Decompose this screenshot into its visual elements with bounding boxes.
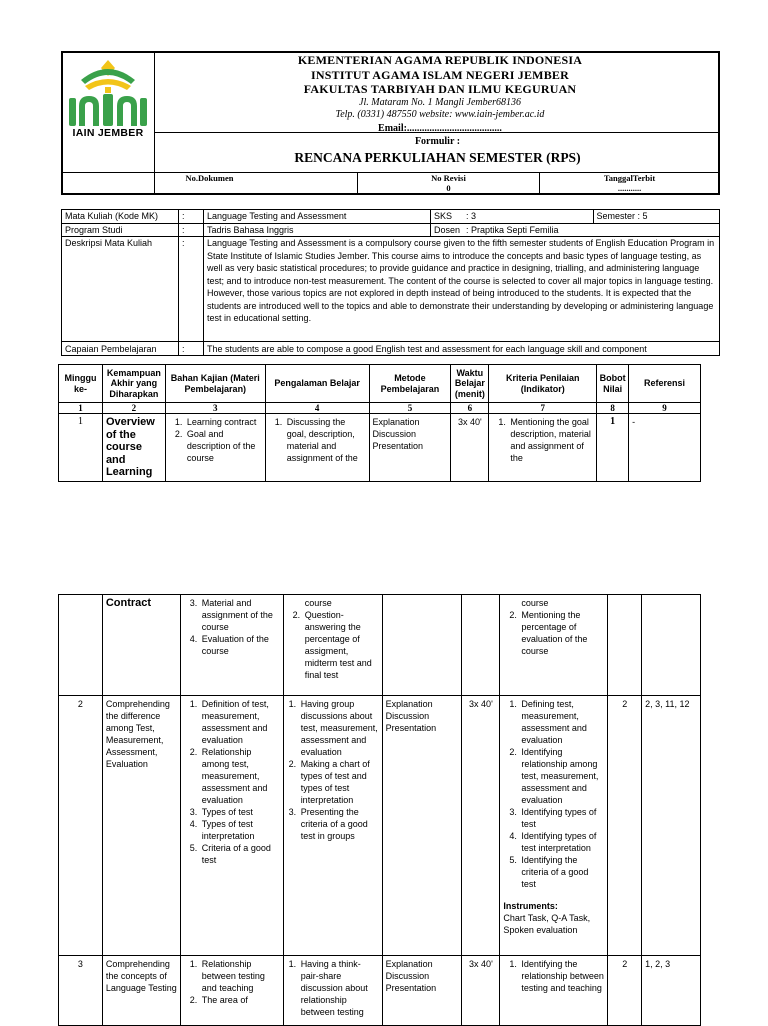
sks-value: : 3 bbox=[463, 210, 593, 224]
reference-cell bbox=[642, 595, 701, 696]
material-item: 1. Relationship between testing and teaching bbox=[200, 958, 280, 994]
weight-cell: 2 bbox=[608, 956, 642, 1026]
material-item: 2. Goal and description of the course bbox=[185, 428, 262, 464]
weight-cell: 2 bbox=[608, 696, 642, 956]
week-number bbox=[59, 595, 103, 696]
ability-cell: Contract bbox=[102, 595, 180, 696]
table-header-row bbox=[59, 365, 701, 403]
material-item: 4. Types of test interpretation bbox=[200, 818, 280, 842]
criteria-item: 3. Identifying types of test bbox=[519, 806, 604, 830]
issue-date-label: TanggalTerbit bbox=[603, 173, 656, 183]
weight-cell bbox=[608, 595, 642, 696]
table-row-week-1-continued bbox=[59, 595, 701, 696]
lecturer-label: Dosen bbox=[431, 223, 464, 237]
course-info-table bbox=[61, 209, 720, 356]
col-number: 4 bbox=[265, 403, 369, 414]
col-number: 5 bbox=[369, 403, 451, 414]
instruments-value: Chart Task, Q-A Task, Spoken evaluation bbox=[503, 913, 591, 935]
outcome-label: Capaian Pembelajaran bbox=[62, 342, 179, 356]
col-number: 1 bbox=[59, 403, 103, 414]
revision-value: 0 bbox=[446, 182, 451, 193]
header-material: Bahan Kajian (Materi Pembelajaran) bbox=[165, 365, 265, 403]
material-cell bbox=[180, 956, 283, 1026]
header-criteria: Kriteria Penilaian (Indikator) bbox=[489, 365, 597, 403]
weight-cell: 1 bbox=[597, 414, 629, 482]
instruments-label: Instruments: bbox=[503, 901, 558, 911]
criteria-item: 4. Identifying types of test interpretation bbox=[519, 830, 604, 854]
week-number: 3 bbox=[59, 956, 103, 1026]
material-item: 3. Types of test bbox=[200, 806, 280, 818]
issue-date-cell bbox=[540, 173, 720, 195]
sks-label: SKS bbox=[431, 210, 464, 224]
time-cell: 3x 40' bbox=[462, 956, 500, 1026]
col-number: 3 bbox=[165, 403, 265, 414]
col-number: 2 bbox=[102, 403, 165, 414]
table-row-week-3 bbox=[59, 956, 701, 1026]
experience-item: 2. Making a chart of types of test and types of test interpretation bbox=[299, 758, 379, 806]
column-number-row bbox=[59, 403, 701, 414]
header-week: Minggu ke- bbox=[59, 365, 103, 403]
colon: : bbox=[179, 223, 204, 237]
logo-caption: IAIN JEMBER bbox=[72, 127, 144, 139]
form-label: Formulir : bbox=[414, 136, 461, 147]
course-code-value: Language Testing and Assessment bbox=[204, 210, 431, 224]
material-item: 5. Criteria of a good test bbox=[200, 842, 280, 866]
time-cell bbox=[462, 595, 500, 696]
material-item: 3. Material and assignment of the course bbox=[200, 597, 280, 633]
colon: : bbox=[179, 342, 204, 356]
rps-table-bottom bbox=[58, 594, 701, 1026]
doc-number-label: No.Dokumen bbox=[185, 173, 234, 183]
outcome-value: The students are able to compose a good English test and assessment for each language skill and component bbox=[204, 342, 720, 356]
colon: : bbox=[179, 237, 204, 342]
material-cell bbox=[180, 595, 283, 696]
header-reference: Referensi bbox=[629, 365, 701, 403]
criteria-item: 1. Defining test, measurement, assessment and evaluation bbox=[519, 698, 604, 746]
header-time: Waktu Belajar (menit) bbox=[451, 365, 489, 403]
rps-table-top bbox=[58, 364, 701, 482]
experience-item: 1. Discussing the goal, description, material and assignment of the bbox=[285, 416, 366, 464]
faculty-name: FAKULTAS TARBIYAH DAN ILMU KEGURUAN bbox=[303, 82, 577, 96]
course-code-label: Mata Kuliah (Kode MK) bbox=[62, 210, 179, 224]
header-ability: Kemampuan Akhir yang Diharapkan bbox=[102, 365, 165, 403]
material-item: 1. Learning contract bbox=[185, 416, 262, 428]
ability-cell: Overview of the course and Learning bbox=[102, 414, 165, 482]
experience-cell bbox=[265, 414, 369, 482]
table-row-week-2 bbox=[59, 696, 701, 956]
phone-website: Telp. (0331) 487550 website: www.iain-jember.ac.id bbox=[335, 109, 545, 120]
criteria-cell bbox=[500, 595, 608, 696]
week-number: 2 bbox=[59, 696, 103, 956]
criteria-cell bbox=[500, 696, 608, 956]
reference-cell: 2, 3, 11, 12 bbox=[642, 696, 701, 956]
criteria-item: 2. Mentioning the percentage of evaluation of the course bbox=[519, 609, 604, 657]
header-weight: Bobot Nilai bbox=[597, 365, 629, 403]
criteria-item: 1. Identifying the relationship between testing and teaching bbox=[519, 958, 604, 994]
col-number: 9 bbox=[629, 403, 701, 414]
divider bbox=[155, 132, 720, 133]
criteria-item: 1. Mentioning the goal description, material and assignment of the bbox=[508, 416, 593, 464]
institute-name: INSTITUT AGAMA ISLAM NEGERI JEMBER bbox=[311, 67, 569, 82]
method-cell: Explanation Discussion Presentation bbox=[382, 956, 462, 1026]
semester: Semester : 5 bbox=[593, 210, 719, 224]
program-label: Program Studi bbox=[62, 223, 179, 237]
description-value: Language Testing and Assessment is a compulsory course given to the fifth semester students of English Education Program in State Institute of Islamic Studies Jember. This course aims to introduce the concepts and basic types of language testing, as well as very basic statistical procedures; to provide guidance and practice in designing, trialling, and administering language test; and to introduce non-test measurement. The content of the course is selected to cover all major topics in language testing. However, those various topics are not explored in depth instead of being introduced to the students. It is expected that the students are introduced well to the topics and able to demonstrate their understanding by developing or administering language test in educational setting. bbox=[204, 237, 720, 342]
time-cell: 3x 40' bbox=[462, 696, 500, 956]
criteria-cell bbox=[500, 956, 608, 1026]
method-cell: Explanation Discussion Presentation bbox=[382, 696, 462, 956]
revision-label: No Revisi bbox=[431, 173, 466, 183]
experience-item: 1. Having group discussions about test, measurement, assessment and evaluation bbox=[299, 698, 379, 758]
revision-cell bbox=[358, 173, 540, 195]
address: Jl. Mataram No. 1 Mangli Jember68136 bbox=[359, 96, 521, 108]
material-item: 4. Evaluation of the course bbox=[200, 633, 280, 657]
experience-item: 3. Presenting the criteria of a good test in groups bbox=[299, 806, 379, 842]
header-method: Metode Pembelajaran bbox=[369, 365, 451, 403]
document-info-row bbox=[61, 172, 720, 195]
ability-cell: Comprehending the concepts of Language Testing bbox=[102, 956, 180, 1026]
iain-jember-logo bbox=[61, 54, 155, 132]
ability-cell: Comprehending the difference among Test, Measurement, Assessment, Evaluation bbox=[102, 696, 180, 956]
colon: : bbox=[179, 210, 204, 224]
description-label: Deskripsi Mata Kuliah bbox=[62, 237, 179, 342]
method-cell: Explanation Discussion Presentation bbox=[369, 414, 451, 482]
program-value: Tadris Bahasa Inggris bbox=[204, 223, 431, 237]
doc-number-cell bbox=[62, 173, 358, 195]
lecturer-value: : Praptika Septi Femilia bbox=[463, 223, 719, 237]
material-item: 1. Definition of test, measurement, assessment and evaluation bbox=[200, 698, 280, 746]
form-title: RENCANA PERKULIAHAN SEMESTER (RPS) bbox=[294, 150, 581, 165]
ministry-name: KEMENTERIAN AGAMA REPUBLIK INDONESIA bbox=[297, 53, 583, 67]
reference-cell: - bbox=[629, 414, 701, 482]
col-number: 7 bbox=[489, 403, 597, 414]
material-cell bbox=[180, 696, 283, 956]
experience-cell bbox=[283, 956, 382, 1026]
criteria-item: 5. Identifying the criteria of a good test bbox=[519, 854, 604, 890]
col-number: 6 bbox=[451, 403, 489, 414]
experience-cell bbox=[283, 595, 382, 696]
material-item: 2. Relationship among test, measurement, assessment and evaluation bbox=[200, 746, 280, 806]
method-cell bbox=[382, 595, 462, 696]
experience-cell bbox=[283, 696, 382, 956]
material-cell bbox=[165, 414, 265, 482]
table-row-week-1 bbox=[59, 414, 701, 482]
issue-date-value: ........... bbox=[617, 182, 642, 193]
experience-item: 2. Question-answering the percentage of assigment, midterm test and final test bbox=[303, 609, 379, 681]
material-item: 2. The area of bbox=[200, 994, 280, 1006]
week-number: 1 bbox=[59, 414, 103, 482]
email-line: Email:...................................... bbox=[378, 122, 502, 134]
experience-continued: course bbox=[304, 598, 332, 608]
time-cell: 3x 40' bbox=[451, 414, 489, 482]
institution-block bbox=[160, 53, 720, 135]
criteria-cell bbox=[489, 414, 597, 482]
experience-item: 1. Having a think-pair-share discussion about relationship between testing bbox=[299, 958, 379, 1018]
criteria-item: 2. Identifying relationship among test, measurement, assessment and evaluation bbox=[519, 746, 604, 806]
criteria-continued: course bbox=[521, 598, 549, 608]
col-number: 8 bbox=[597, 403, 629, 414]
header-experience: Pengalaman Belajar bbox=[265, 365, 369, 403]
reference-cell: 1, 2, 3 bbox=[642, 956, 701, 1026]
